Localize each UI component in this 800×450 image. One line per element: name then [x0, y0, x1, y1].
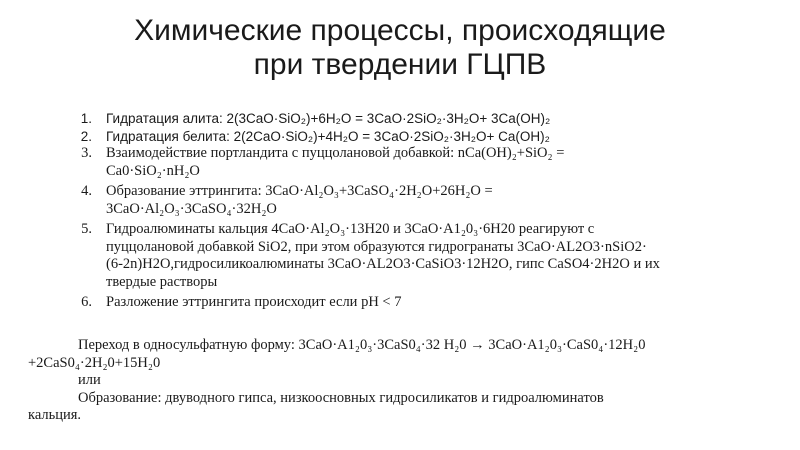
list-item-1: [62, 110, 762, 128]
list-item-number: 1.: [80, 111, 92, 126]
list-item-3: [62, 145, 762, 180]
slide-title: [0, 14, 800, 82]
list-item-text-line: твердые растворы: [106, 273, 218, 290]
tail-paragraph: [0, 337, 800, 425]
list-item-text-line: 3CaO·Al₂O₃·3CaSO₄·32H₂O: [106, 200, 277, 217]
list-item-text-line: пуццолановой добавкой SiO2, при этом образуются гидрогранаты 3CaO·AL2O3·nSiO2·: [106, 238, 647, 255]
tail-line-5: кальция.: [28, 407, 82, 423]
list-item-number: 6.: [81, 294, 92, 310]
list-item-text-line: Гидроалюминаты кальция 4CaO·Al₂O₃·13H20 и 3CaO·A1₂0₃·6H20 реагируют с: [106, 221, 595, 237]
slide-title-line-2: при твердении ГЦПВ: [253, 48, 547, 81]
list-item-5: [62, 221, 762, 291]
list-item-text-line: (6-2n)H2O,гидросиликоалюминаты 3CaO·AL2O3·CaSiO3·12H2O, гипс CaSO4·2H2O и их: [106, 256, 660, 272]
list-item-text: Гидратация белита: 2(2CaO·SiO₂)+4H₂O = 3CaO·2SiO₂·3H₂O+ Ca(OH)₂: [106, 128, 550, 144]
list-item-text: Разложение эттрингита происходит если pH < 7: [106, 294, 402, 310]
list-item-number: 2.: [80, 128, 92, 144]
list-item-text-line: Ca0·SiO₂·nH₂O: [106, 162, 200, 179]
list-item-6: [62, 294, 762, 312]
list-item-number: 4.: [81, 183, 92, 199]
list-item-2: [62, 128, 762, 146]
list-item-4: [62, 183, 762, 218]
list-item-text-line: Образование эттрингита: 3CaO·Al₂O₃+3CaSO₄·2H₂O+26H₂O =: [106, 183, 493, 199]
tail-line-3: или: [78, 372, 101, 388]
slide-title-line-1: Химические процессы, происходящие: [134, 14, 666, 47]
list-item-number: 5.: [81, 221, 92, 237]
list-item-text-line: Взаимодействие портландита с пуццолановой добавкой: nCa(OH)₂+SiO₂ =: [106, 145, 565, 161]
tail-line-1: Переход в односульфатную форму: 3CaO·A1₂0₃·3CaS0₄·32 H₂0 → 3CaO·A1₂0₃·CaS0₄·12H₂0: [78, 337, 646, 353]
list-item-number: 3.: [81, 145, 92, 161]
numbered-list: [62, 110, 762, 312]
list-item-text: Гидратация алита: 2(3CaO·SiO₂)+6H₂O = 3CaO·2SiO₂·3H₂O+ 3Ca(OH)₂: [106, 111, 551, 126]
tail-line-2: +2CaS0₄·2H₂0+15H₂0: [28, 354, 161, 371]
tail-line-4: Образование: двуводного гипса, низкоосновных гидросиликатов и гидроалюминатов: [78, 389, 604, 406]
